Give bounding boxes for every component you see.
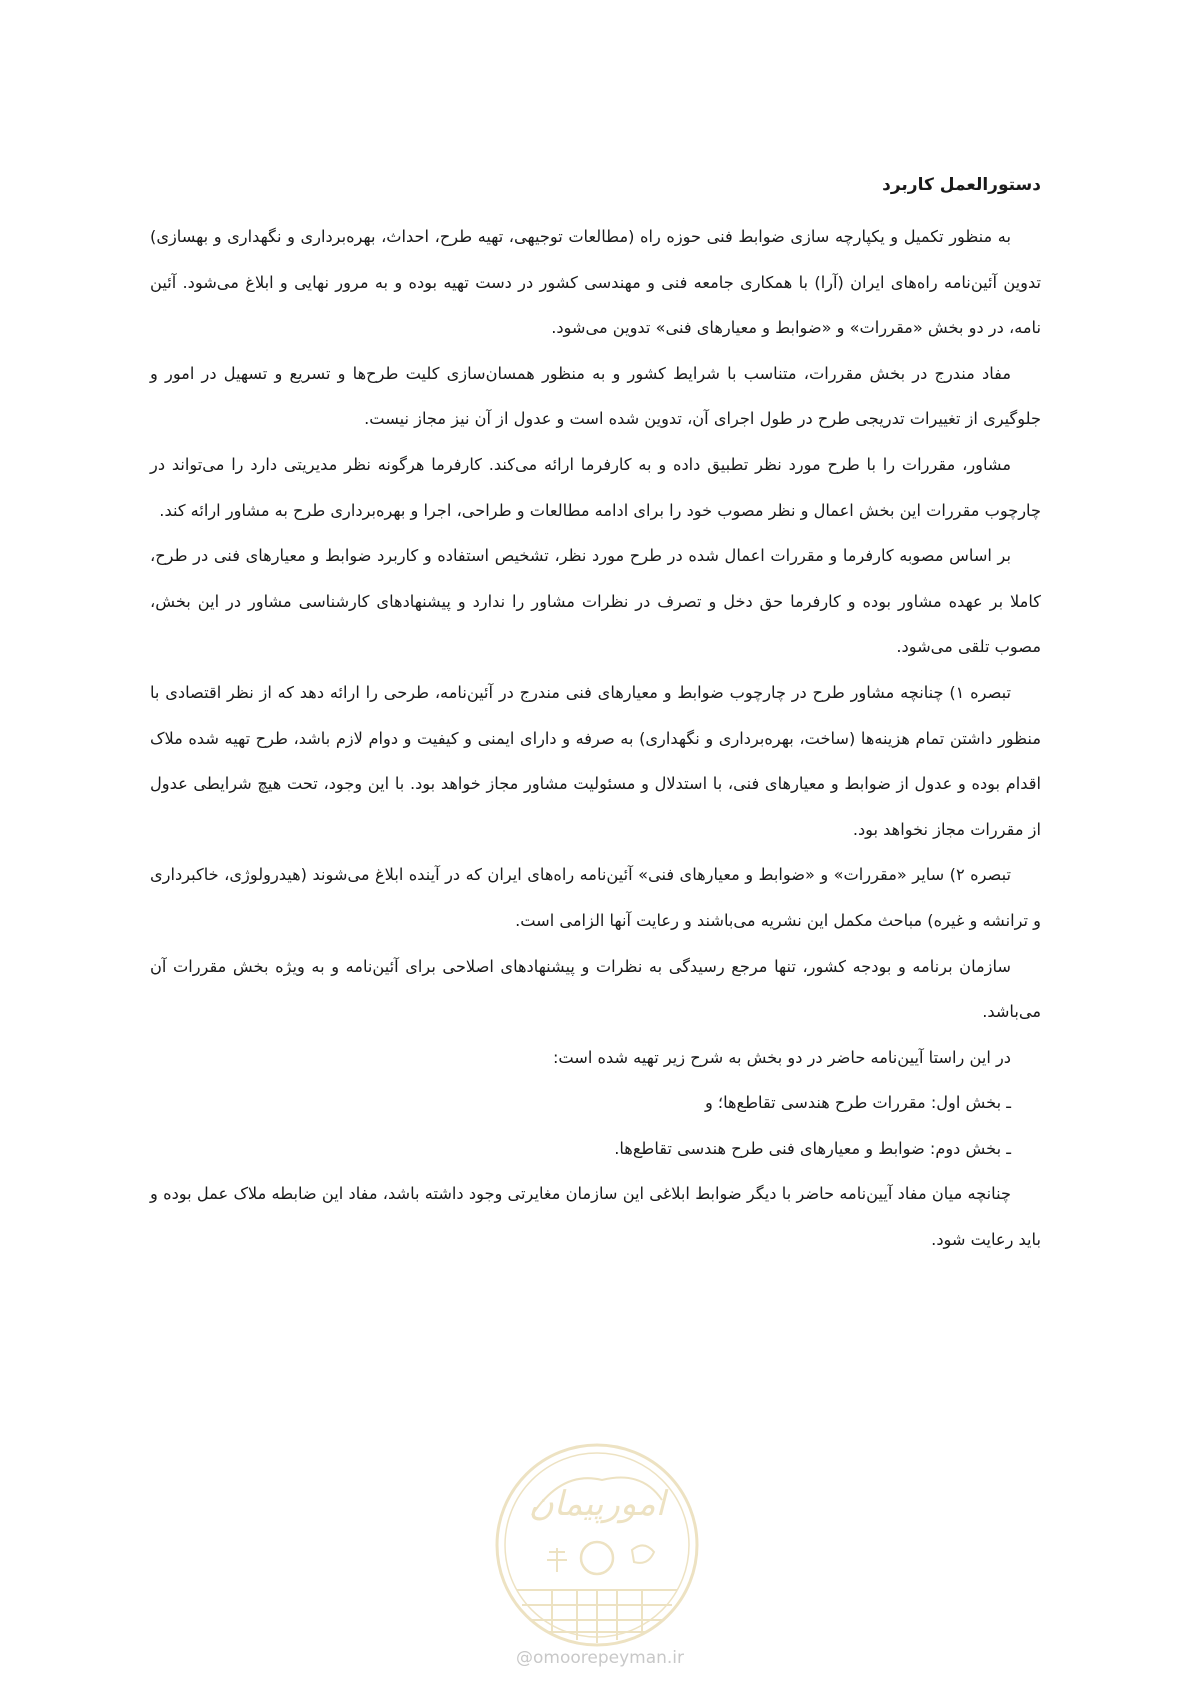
paragraph-consultant: مشاور، مقررات را با طرح مورد نظر تطبیق داده و به کارفرما ارائه می‌کند. کارفرما هرگونه نظر مدیریتی دارد را می‌تواند در چارچوب مقررات این بخش اعمال و نظر مصوب خود را برای ادامه مطالعات و طراحی، اجرا و بهره‌برداری طرح به مشاور ارائه کند. [150, 454, 1041, 520]
document-title: دستورالعمل کاربرد [882, 175, 1041, 195]
paragraph-regulations: مفاد مندرج در بخش مقررات، متناسب با شرایط کشور و به منظور همسان‌سازی کلیت طرح‌ها و تسریع و تسهیل در امور و جلوگیری از تغییرات تدریجی طرح در طول اجرای آن، تدوین شده است و عدول از آن نیز مجاز نیست. [150, 363, 1041, 429]
paragraph-intro: به منظور تکمیل و یکپارچه سازی ضوابط فنی حوزه راه (مطالعات توجیهی، تهیه طرح، احداث، بهره‌برداری و نگهداری و بهسازی) تدوین آئین‌نامه راه‌های ایران (آرا) با همکاری جامعه فنی و مهندسی کشور در دست تهیه بوده و به مرور نهایی و ابلاغ می‌شود. آئین نامه، در دو بخش «مقررات» و «ضوابط و معیارهای فنی» تدوین می‌شود. [150, 227, 1041, 338]
watermark-logo [492, 1440, 702, 1650]
paragraph-closing: چنانچه میان مفاد آیین‌نامه حاضر با دیگر ضوابط ابلاغی این سازمان مغایرتی وجود داشته باشد، مفاد این ضابطه ملاک عمل بوده و باید رعایت شود. [150, 1184, 1041, 1250]
list-item-part-2: ـ بخش دوم: ضوابط و معیارهای فنی طرح هندسی تقاطع‌ها. [614, 1138, 1011, 1158]
paragraph-sections-intro: در این راستا آیین‌نامه حاضر در دو بخش به شرح زیر تهیه شده است: [552, 1047, 1011, 1067]
paragraph-note-1: تبصره ۱) چنانچه مشاور طرح در چارچوب ضوابط و معیارهای فنی مندرج در آئین‌نامه، طرحی را ارائه دهد که از نظر اقتصادی با منظور داشتن تمام هزینه‌ها (ساخت، بهره‌برداری و نگهداری) به صرفه و دارای ایمنی و کیفیت و دوام لازم باشد، طرح تهیه شده ملاک اقدام بوده و عدول از ضوابط و معیارهای فنی، با استدلال و مسئولیت مشاور مجاز خواهد بود. با این وجود، تحت هیچ شرایطی عدول از مقررات مجاز نخواهد بود. [150, 682, 1041, 839]
document-body [150, 170, 1041, 1263]
paragraph-employer-approval: بر اساس مصوبه کارفرما و مقررات اعمال شده در طرح مورد نظر، تشخیص استفاده و کاربرد ضوابط و معیارهای فنی در طرح، کاملا بر عهده مشاور بوده و کارفرما حق دخل و تصرف در نظرات مشاور را ندارد و پیشنهادهای کارشناسی مشاور در این بخش، مصوب تلقی می‌شود. [150, 546, 1041, 657]
watermark-url: @omoorepeyman.ir [515, 1648, 685, 1668]
list-item-part-1: ـ بخش اول: مقررات طرح هندسی تقاطع‌ها؛ و [704, 1093, 1011, 1113]
paragraph-organization: سازمان برنامه و بودجه کشور، تنها مرجع رسیدگی به نظرات و پیشنهادهای اصلاحی برای آئین‌نامه و به ویژه بخش مقررات آن می‌باشد. [150, 956, 1041, 1022]
paragraph-note-2: تبصره ۲) سایر «مقررات» و «ضوابط و معیارهای فنی» آئین‌نامه راه‌های ایران که در آینده ابلاغ می‌شوند (هیدرولوژی، خاکبرداری و ترانشه و غیره) مباحث مکمل این نشریه می‌باشند و رعایت آنها الزامی است. [150, 865, 1041, 930]
watermark-logo-text: امورپیمان [528, 1484, 666, 1524]
